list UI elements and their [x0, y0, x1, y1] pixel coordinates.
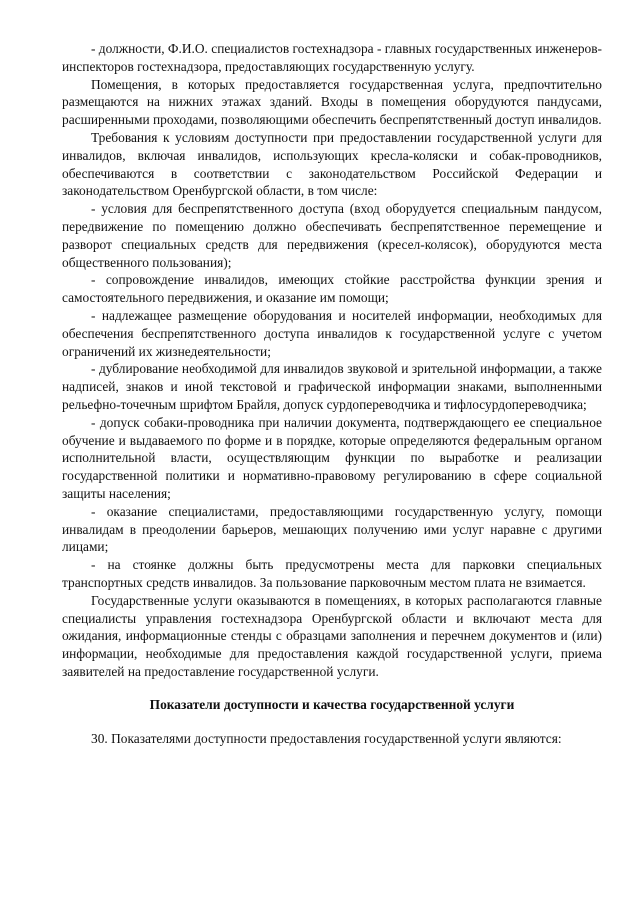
- list-item-parking: - на стоянке должны быть предусмотрены места для парковки специальных транспортных средств инвалидов. За пользование парковочным местом плата не взимается.: [62, 557, 602, 590]
- list-item-assistance: - оказание специалистами, предоставляющими государственную услугу, помощи инвалидам в преодолении барьеров, мешающих получению ими услуг наравне с другими лицами;: [62, 503, 602, 555]
- list-item-equipment-placement: - надлежащее размещение оборудования и носителей информации, необходимых для обеспечения беспрепятственного доступа инвалидов к государственной услуге с учетом ограничений их жизнедеятельности;: [62, 307, 602, 359]
- paragraph-officials-list-item: - должности, Ф.И.О. специалистов гостехнадзора - главных государственных инженеров-инспекторов гостехнадзора, предоставляющих государственную услугу.: [62, 41, 602, 74]
- document-page: [62, 40, 602, 748]
- section-heading: Показатели доступности и качества государственной услуги: [149, 696, 515, 712]
- list-item-braille-duplication: - дублирование необходимой для инвалидов звуковой и зрительной информации, а также надписей, знаков и иной текстовой и графической информации знаками, выполненными рельефно-точечным шрифтом Брайля, допуск сурдопереводчика и тифлосурдопереводчика;: [62, 361, 602, 412]
- paragraph-item-30: 30. Показателями доступности предоставления государственной услуги являются:: [91, 731, 562, 747]
- paragraph-service-locations: Государственные услуги оказываются в помещениях, в которых располагаются главные специалисты управления гостехнадзора Оренбургской области и включают места для ожидания, информационные стенды с образцами заполнения и перечнем документов и (или) информации, необходимые для предоставления каждой государственной услуги, приема заявителей на предоставление государственной услуги.: [62, 592, 602, 679]
- list-item-unobstructed-access: - условия для беспрепятственного доступа (вход оборудуется специальным пандусом, передвижение по помещению должно обеспечивать беспрепятственное перемещение и разворот специальных средств для передвижения (кресел-колясок), оборудуются места общественного пользования);: [62, 201, 602, 270]
- paragraph-accessibility-requirements: Требования к условиям доступности при предоставлении государственной услуги для инвалидов, включая инвалидов, использующих кресла-коляски и собак-проводников, обеспечиваются в соответствии с законодательством Российской Федерации и законодательством Оренбургской области, в том числе:: [62, 129, 602, 199]
- paragraph-premises: Помещения, в которых предоставляется государственная услуга, предпочтительно размещаются на нижних этажах зданий. Входы в помещения оборудуются пандусами, расширенными проходами, позволяющими обеспечить беспрепятственный доступ инвалидов.: [62, 76, 602, 128]
- list-item-guide-dog: - допуск собаки-проводника при наличии документа, подтверждающего ее специальное обучение и выдаваемого по форме и в порядке, которые определяются федеральным органом исполнительной власти, осуществляющим функции по выработке и реализации государственной политики и нормативно-правовому регулированию в сфере социальной защиты населения;: [62, 414, 602, 501]
- list-item-escort: - сопровождение инвалидов, имеющих стойкие расстройства функции зрения и самостоятельного передвижения, и оказание им помощи;: [62, 272, 602, 306]
